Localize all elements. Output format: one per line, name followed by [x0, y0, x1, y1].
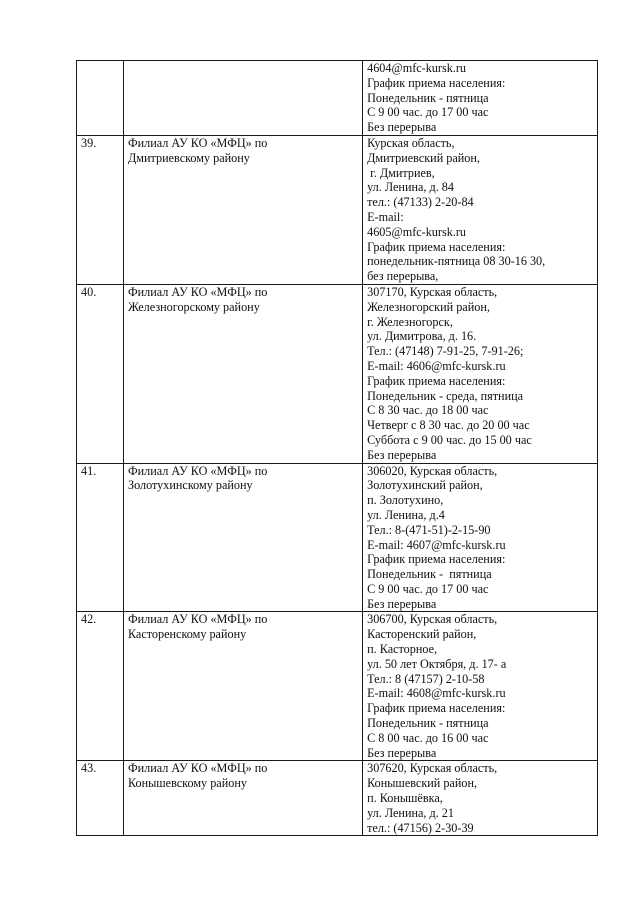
address-line: Понедельник - среда, пятница	[367, 388, 524, 403]
table-row	[77, 135, 598, 284]
address-line: Курская область,	[367, 135, 455, 150]
address-line: Понедельник - пятница	[367, 90, 489, 105]
address-line: ул. Ленина, д. 21	[367, 805, 454, 820]
address-line: 4605@mfc-kursk.ru	[367, 224, 466, 239]
address-line: Понедельник - пятница	[367, 567, 492, 582]
table-row	[77, 284, 598, 463]
address-line: Дмитриевский район,	[367, 150, 480, 165]
branch-address-cell	[363, 761, 598, 836]
address-line: понедельник-пятница 08 30-16 30,	[367, 254, 546, 269]
address-line: Без перерыва	[367, 447, 437, 462]
address-line: Четверг с 8 30 час. до 20 00 час	[367, 418, 530, 433]
branch-name-line: Филиал АУ КО «МФЦ» по	[127, 463, 268, 478]
address-line: С 9 00 час. до 17 00 час	[367, 105, 489, 120]
address-line: 306700, Курская область,	[367, 612, 498, 627]
row-number: 40.	[81, 284, 97, 299]
address-line: 307620, Курская область,	[367, 761, 498, 776]
address-line: Золотухинский район,	[367, 478, 483, 493]
address-line: 306020, Курская область,	[367, 463, 498, 478]
row-number: 39.	[81, 135, 97, 150]
row-number: 42.	[81, 612, 97, 627]
address-line: п. Касторное,	[367, 642, 438, 657]
branch-address-cell	[363, 135, 598, 284]
address-line: С 8 30 час. до 18 00 час	[367, 403, 489, 418]
branch-name-cell	[123, 135, 362, 284]
table-row	[77, 61, 598, 136]
address-line: E-mail: 4607@mfc-kursk.ru	[367, 537, 506, 552]
address-line: п. Конышёвка,	[367, 791, 443, 806]
branch-name-line: Конышевскому району	[127, 776, 247, 791]
address-line: Тел.: 8-(471-51)-2-15-90	[367, 522, 491, 537]
branch-name-line: Железногорскому району	[127, 299, 260, 314]
address-line: Железногорский район,	[367, 299, 490, 314]
address-line: Понедельник - пятница	[367, 716, 489, 731]
address-line: С 8 00 час. до 16 00 час	[367, 730, 489, 745]
branch-name-line: Филиал АУ КО «МФЦ» по	[127, 135, 268, 150]
branch-address-cell	[363, 463, 598, 612]
branch-table	[76, 60, 598, 836]
branch-table-body	[77, 61, 598, 836]
address-line: Без перерыва	[367, 120, 437, 135]
address-line: График приема населения:	[367, 239, 506, 254]
address-line: Без перерыва	[367, 745, 437, 760]
address-line: 4604@mfc-kursk.ru	[367, 61, 466, 75]
address-line: ул. Ленина, д. 84	[367, 180, 454, 195]
branch-address-cell	[363, 61, 598, 136]
branch-name-line: Филиал АУ КО «МФЦ» по	[127, 761, 268, 776]
branch-name-line: Филиал АУ КО «МФЦ» по	[127, 284, 268, 299]
branch-name-cell	[123, 612, 362, 761]
table-row	[77, 761, 598, 836]
branch-name-cell	[123, 761, 362, 836]
branch-name-cell	[123, 61, 362, 136]
address-line: ул. Димитрова, д. 16.	[367, 329, 477, 344]
row-number-cell	[77, 463, 124, 612]
table-row	[77, 463, 598, 612]
branch-name-cell	[123, 463, 362, 612]
address-line: С 9 00 час. до 17 00 час	[367, 581, 489, 596]
row-number-cell	[77, 761, 124, 836]
address-line: Конышевский район,	[367, 776, 478, 791]
address-line: Без перерыва	[367, 596, 437, 611]
branch-name-line: Дмитриевскому району	[127, 150, 250, 165]
address-line: График приема населения:	[367, 701, 506, 716]
address-line: Тел.: (47148) 7-91-25, 7-91-26;	[367, 344, 524, 359]
branch-name-cell	[123, 284, 362, 463]
address-line: ул. 50 лет Октября, д. 17- а	[367, 656, 507, 671]
address-line: График приема населения:	[367, 373, 506, 388]
branch-address-cell	[363, 284, 598, 463]
address-line: п. Золотухино,	[367, 493, 444, 508]
address-line: E-mail:	[367, 209, 404, 224]
address-line: Суббота с 9 00 час. до 15 00 час	[367, 432, 532, 447]
branch-name-line: Золотухинскому району	[127, 478, 253, 493]
row-number: 41.	[81, 463, 97, 478]
table-row	[77, 612, 598, 761]
address-line: E-mail: 4606@mfc-kursk.ru	[367, 358, 506, 373]
row-number-cell	[77, 284, 124, 463]
address-line: График приема населения:	[367, 552, 506, 567]
address-line: тел.: (47133) 2-20-84	[367, 195, 474, 210]
row-number-cell	[77, 61, 124, 136]
address-line: E-mail: 4608@mfc-kursk.ru	[367, 686, 506, 701]
row-number-cell	[77, 612, 124, 761]
row-number-cell	[77, 135, 124, 284]
address-line: 307170, Курская область,	[367, 284, 498, 299]
address-line: График приема населения:	[367, 75, 506, 90]
address-line: ул. Ленина, д.4	[367, 507, 445, 522]
address-line: Тел.: 8 (47157) 2-10-58	[367, 671, 485, 686]
branch-name-line: Филиал АУ КО «МФЦ» по	[127, 612, 268, 627]
branch-address-cell	[363, 612, 598, 761]
address-line: г. Дмитриев,	[367, 165, 435, 180]
branch-name-line: Касторенскому району	[127, 627, 247, 642]
address-line: Касторенский район,	[367, 627, 477, 642]
address-line: без перерыва,	[367, 269, 439, 284]
row-number: 43.	[81, 761, 97, 776]
address-line: г. Железногорск,	[367, 314, 453, 329]
address-line: тел.: (47156) 2-30-39	[367, 820, 474, 835]
